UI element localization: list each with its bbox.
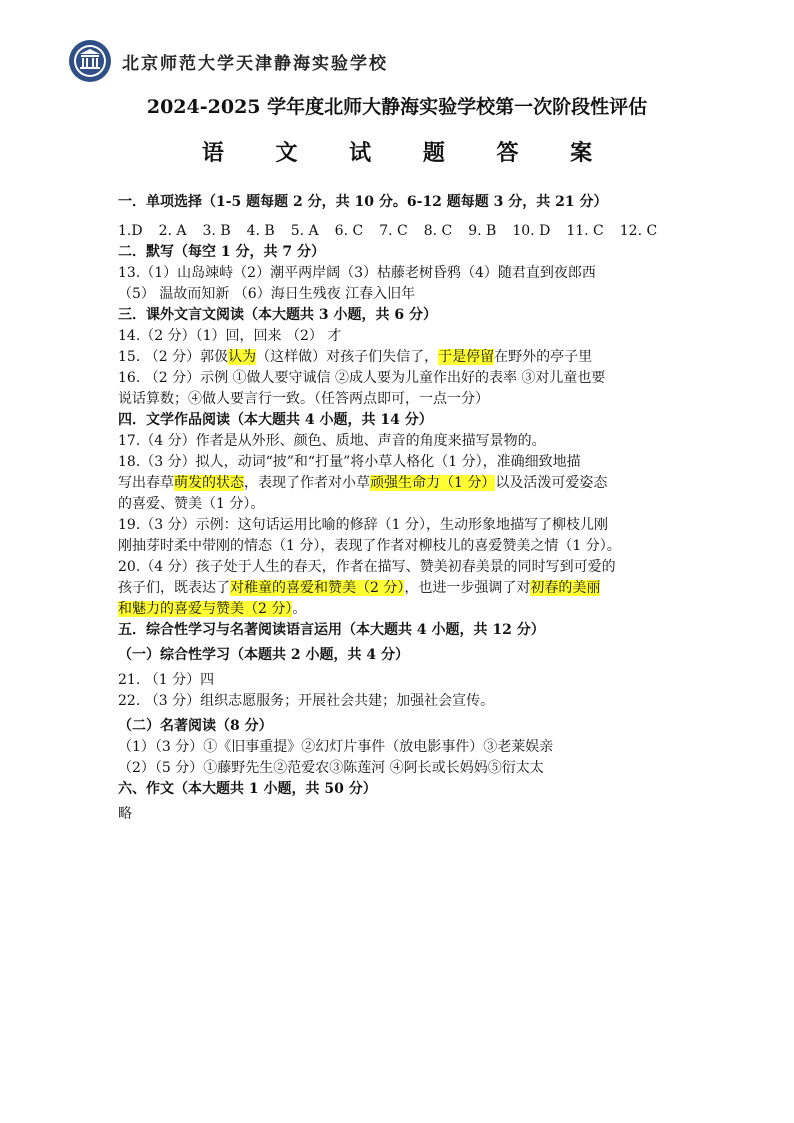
- text: 。: [292, 601, 307, 617]
- page-title: 2024-2025 学年度北师大静海实验学校第一次阶段性评估: [146, 96, 648, 118]
- choice-answers: [118, 221, 678, 242]
- highlight: 和魅力的喜爱与赞美（2 分）: [118, 601, 293, 617]
- text: 写出春草: [118, 475, 174, 491]
- text: （这样做）对孩子们失信了，: [256, 349, 439, 365]
- q13-line-2: （5） 温故而知新 （6）海日生残夜 江春入旧年: [118, 286, 416, 302]
- text: ，表现了作者对小草: [244, 475, 370, 491]
- section-3-heading: 三．课外文言文阅读（本大题共 3 小题，共 6 分）: [118, 307, 437, 323]
- text: 15. （2 分）郭伋: [118, 349, 229, 365]
- answer-item: 2. A: [158, 223, 187, 239]
- q18-line-1: 18.（3 分）拟人，动词“披”和“打量”将小草人格化（1 分），准确细致地描: [118, 454, 581, 470]
- text: ，也进一步强调了对: [404, 580, 531, 596]
- section-2-heading: 二．默写（每空 1 分，共 7 分）: [118, 244, 325, 260]
- text: 孩子们，既表达了: [118, 580, 230, 596]
- highlight: 认为: [228, 349, 257, 365]
- text: 在野外的亭子里: [494, 349, 593, 365]
- answer-item: 4. B: [246, 223, 275, 239]
- section-1-heading: 一．单项选择（1-5 题每题 2 分，共 10 分。6-12 题每题 3 分，共 21 分）: [118, 194, 608, 210]
- answer-item: 1.D: [118, 223, 143, 239]
- answer-item: 6. C: [334, 223, 364, 239]
- page-subtitle: 语 文 试 题 答 案: [201, 140, 615, 166]
- section-5-sub-2: （二）名著阅读（8 分）: [118, 718, 273, 734]
- section-5-sub-1: （一）综合性学习（本题共 2 小题，共 4 分）: [118, 647, 409, 663]
- answer-item: 9. B: [468, 223, 497, 239]
- answer-item: 11. C: [566, 223, 604, 239]
- highlight: 初春的美丽: [530, 580, 601, 596]
- text: 以及活泼可爱姿态: [495, 475, 608, 491]
- answer-item: 8. C: [423, 223, 453, 239]
- q17: 17.（4 分）作者是从外形、颜色、质地、声音的角度来描写景物的。: [118, 433, 546, 449]
- q13-line-1: 13.（1）山岛竦峙（2）潮平两岸阔（3）枯藤老树昏鸦（4）随君直到夜郎西: [118, 265, 596, 281]
- q21: 21. （1 分）四: [118, 672, 215, 688]
- q20-line-1: 20.（4 分）孩子处于人生的春天，作者在描写、赞美初春美景的同时写到可爱的: [118, 559, 616, 575]
- section-4-heading: 四．文学作品阅读（本大题共 4 小题，共 14 分）: [118, 412, 433, 428]
- q14: 14.（2 分）（1）回，回来 （2） 才: [118, 328, 342, 344]
- highlight: 对稚童的喜爱和赞美（2 分）: [230, 580, 405, 596]
- highlight: 于是停留: [438, 349, 495, 365]
- answer-item: 5. A: [290, 223, 319, 239]
- q16-line-1: 16. （2 分）示例 ①做人要守诚信 ②成人要为儿童作出好的表率 ③对儿童也要: [118, 370, 606, 386]
- answer-content: [118, 192, 678, 825]
- highlight: 萌发的状态: [174, 475, 244, 491]
- q19-line-2: 刚抽芽时柔中带刚的情态（1 分），表现了作者对柳枝儿的喜爱赞美之情（1 分）。: [118, 538, 621, 554]
- answer-item: 3. B: [202, 223, 231, 239]
- q19-line-1: 19.（3 分）示例：这句话运用比喻的修辞（1 分），生动形象地描写了柳枝儿刚: [118, 517, 608, 533]
- q18-line-2: [118, 473, 678, 494]
- answer-item: 7. C: [379, 223, 408, 239]
- school-name: 北京师范大学天津静海实验学校: [122, 53, 388, 74]
- classics-answer-1: （1）（3 分）①《旧事重提》②幻灯片事件（放电影事件）③老莱娱亲: [118, 739, 554, 755]
- q18-line-3: 的喜爱、赞美（1 分）。: [118, 496, 265, 512]
- q22: 22. （3 分）组织志愿服务；开展社会共建；加强社会宣传。: [118, 693, 495, 709]
- q20-line-3: [118, 599, 678, 620]
- q20-line-2: [118, 578, 678, 599]
- highlight: 顽强生命力（1 分）: [370, 475, 496, 491]
- section-5-heading: 五．综合性学习与名著阅读语言运用（本大题共 4 小题，共 12 分）: [118, 622, 545, 638]
- answer-item: 10. D: [512, 223, 551, 239]
- classics-answer-2: （2）（5 分）①藤野先生②范爱农③陈莲河 ④阿长或长妈妈⑤衍太太: [118, 760, 544, 776]
- q16-line-2: 说话算数；④做人要言行一致。（任答两点即可，一点一分）: [118, 391, 489, 407]
- essay-answer: 略: [118, 806, 132, 822]
- header: [68, 36, 388, 86]
- answer-item: 12. C: [619, 223, 658, 239]
- school-logo-icon: [68, 39, 112, 83]
- section-6-heading: 六、作文（本大题共 1 小题，共 50 分）: [118, 781, 377, 797]
- q15: [118, 347, 678, 368]
